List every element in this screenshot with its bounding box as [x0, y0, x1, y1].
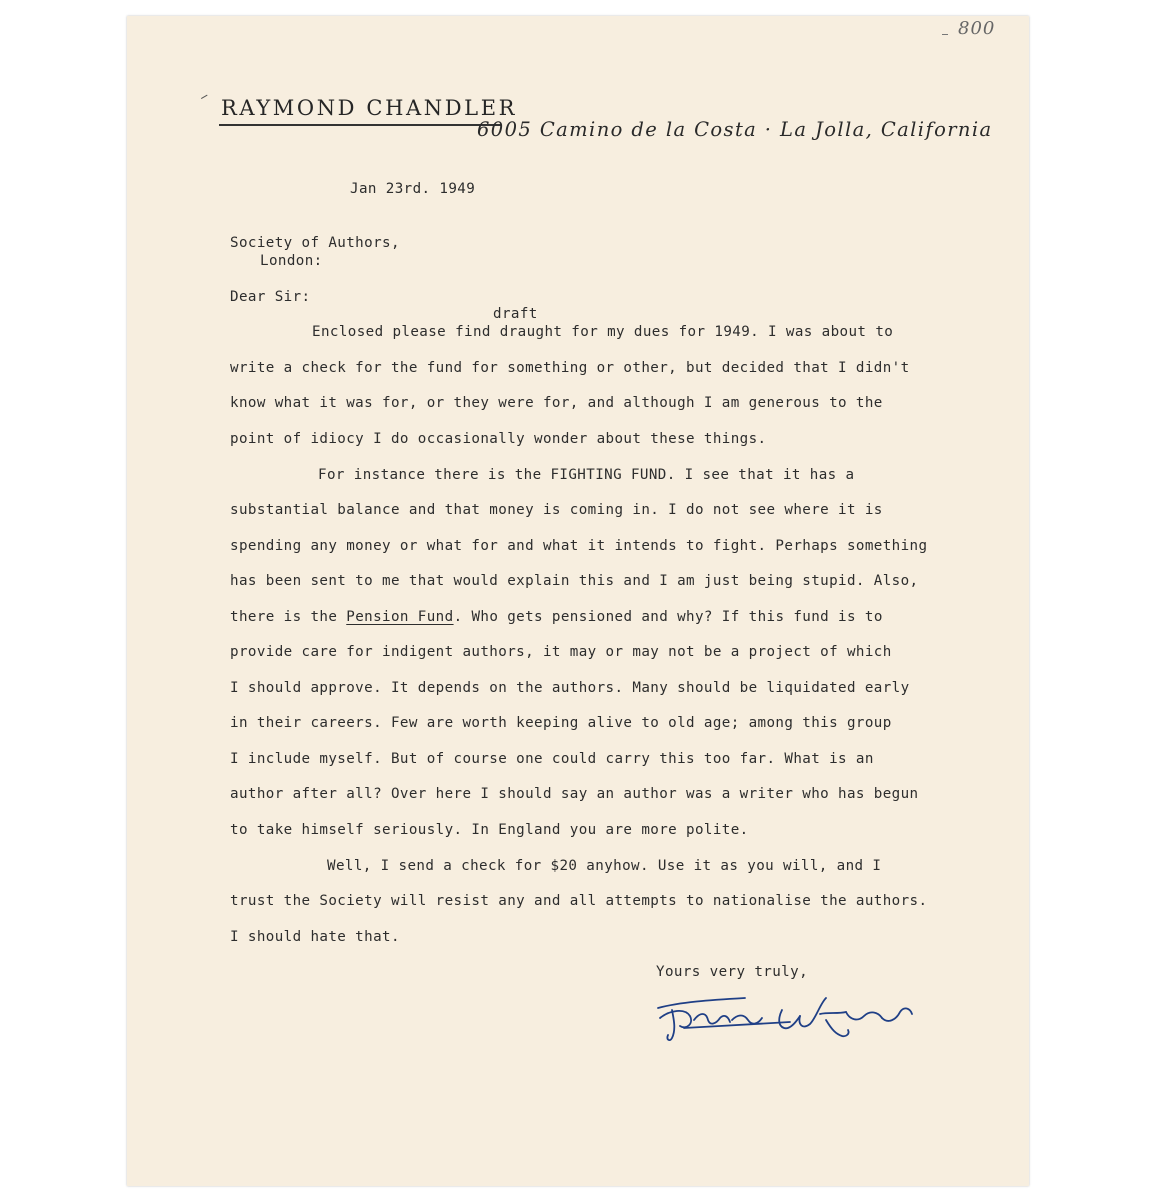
- body-line: in their careers. Few are worth keeping alive to old age; among this group: [230, 715, 892, 731]
- body-line: spending any money or what for and what it intends to fight. Perhaps something: [230, 538, 928, 554]
- salutation: Dear Sir:: [230, 289, 311, 305]
- letterhead-name: RAYMOND CHANDLER: [221, 96, 518, 120]
- body-line: Well, I send a check for $20 anyhow. Use it as you will, and I: [327, 858, 882, 874]
- body-line: For instance there is the FIGHTING FUND. I see that it has a: [318, 467, 855, 483]
- underlined-phrase: Pension Fund: [346, 609, 454, 625]
- body-line: trust the Society will resist any and all attempts to nationalise the authors.: [230, 893, 928, 909]
- body-line: I should hate that.: [230, 929, 400, 945]
- body-line: know what it was for, or they were for, and although I am generous to the: [230, 395, 883, 411]
- body-line: author after all? Over here I should say an author was a writer who has begun: [230, 786, 919, 802]
- recipient-line: London:: [260, 253, 323, 269]
- letterhead-rule: [219, 124, 501, 126]
- body-line: I should approve. It depends on the authors. Many should be liquidated early: [230, 680, 910, 696]
- corner-pencil-mark: [942, 34, 948, 35]
- body-line: I include myself. But of course one could carry this too far. What is an: [230, 751, 874, 767]
- typed-correction: draft: [493, 306, 538, 322]
- body-line: to take himself seriously. In England you are more polite.: [230, 822, 749, 838]
- handwritten-signature: [650, 990, 950, 1045]
- body-line: substantial balance and that money is coming in. I do not see where it is: [230, 502, 883, 518]
- body-line: provide care for indigent authors, it may or may not be a project of which: [230, 644, 892, 660]
- letter-date: Jan 23rd. 1949: [350, 181, 476, 197]
- body-line: there is the Pension Fund. Who gets pensioned and why? If this fund is to: [230, 609, 883, 625]
- letterhead-address: 6005 Camino de la Costa · La Jolla, California: [477, 118, 993, 141]
- corner-pencil-note: 800: [958, 18, 996, 39]
- recipient-line: Society of Authors,: [230, 235, 400, 251]
- body-line: write a check for the fund for something or other, but decided that I didn't: [230, 360, 910, 376]
- closing: Yours very truly,: [656, 964, 809, 980]
- body-line: Enclosed please find draught for my dues for 1949. I was about to: [312, 324, 894, 340]
- body-line: has been sent to me that would explain this and I am just being stupid. Also,: [230, 573, 919, 589]
- body-line: point of idiocy I do occasionally wonder about these things.: [230, 431, 767, 447]
